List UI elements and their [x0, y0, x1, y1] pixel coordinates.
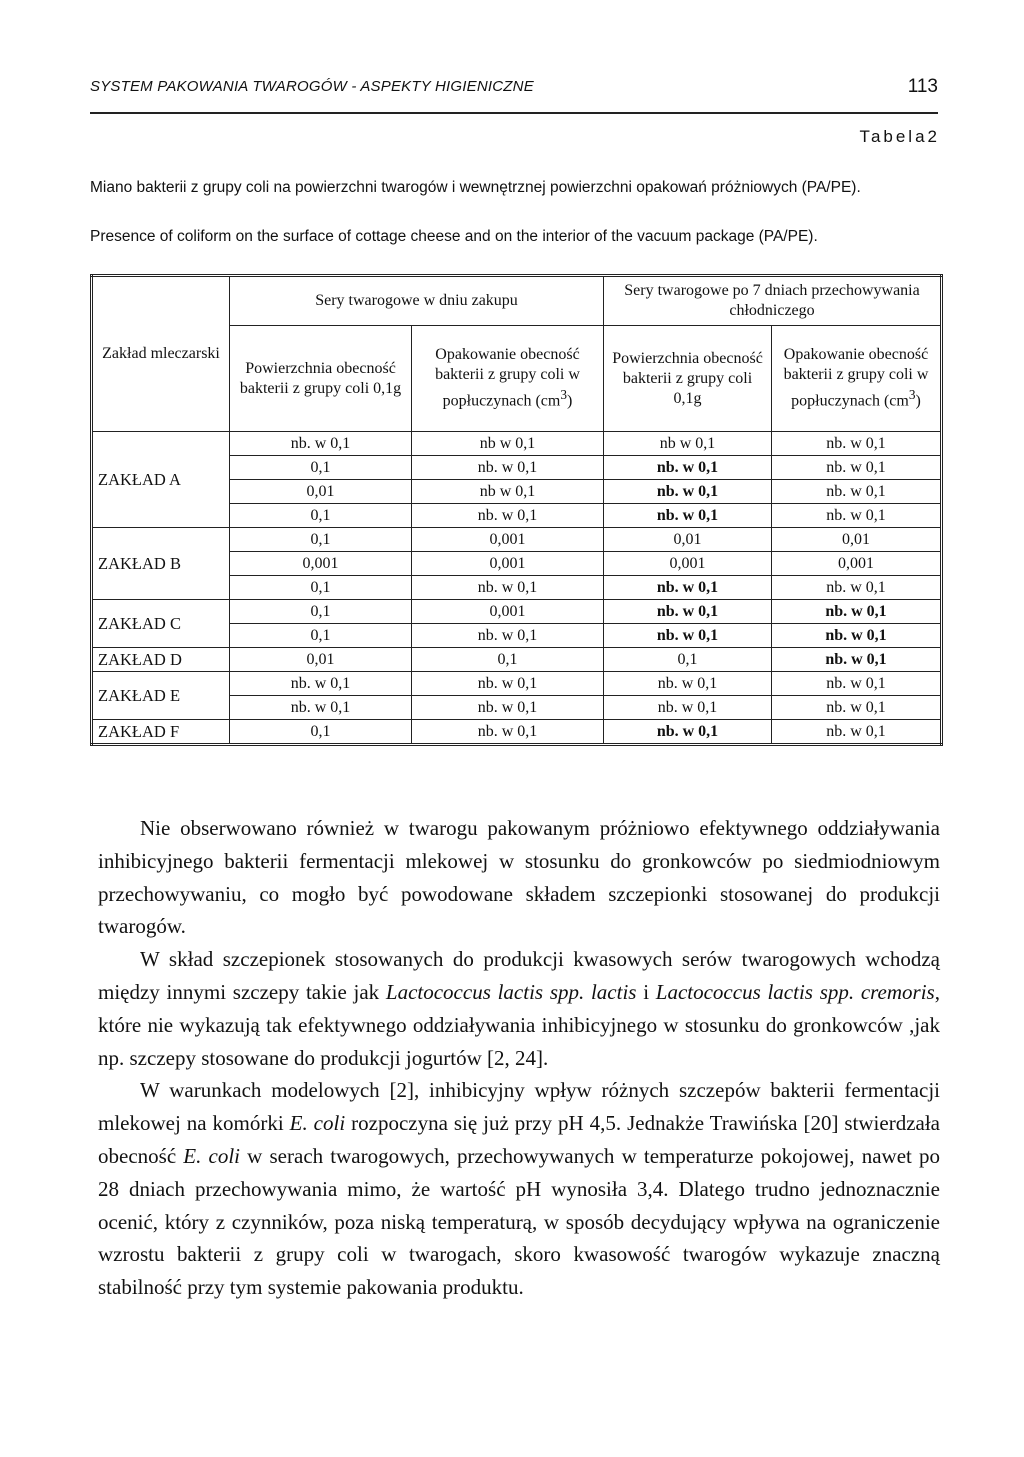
table-label: Tabela2	[859, 127, 940, 146]
coliform-table	[90, 274, 940, 746]
running-title: SYSTEM PAKOWANIA TWAROGÓW - ASPEKTY HIGIENICZNE	[90, 78, 534, 95]
table-cell: nb. w 0,1	[412, 624, 604, 648]
table-cell: nb. w 0,1	[604, 624, 772, 648]
header-surface-1: Powierzchnia obecność bakterii z grupy coli 0,1g	[230, 326, 412, 432]
table-row	[92, 432, 942, 456]
table-caption-english: Presence of coliform on the surface of cottage cheese and on the interior of the vacuum package (PA/PE).	[90, 228, 818, 245]
table-cell: 0,001	[772, 552, 942, 576]
table-cell: nb. w 0,1	[412, 504, 604, 528]
species-name: E. coli	[183, 1143, 241, 1168]
header-package-2: Opakowanie obecność bakterii z grupy coli w popłuczynach $(cm^3)$	[772, 326, 942, 432]
table-cell: 0,01	[772, 528, 942, 552]
table-cell: 0,001	[230, 552, 412, 576]
table-cell: nb. w 0,1	[412, 696, 604, 720]
paragraph-3: W warunkach modelowych [2], inhibicyjny wpływ różnych szczepów bakterii fermentacji mlekowej na komórki E. coli rozpoczyna się już przy pH 4,5. Jednakże Trawińska [20] stwierdzała obecność E. coli w serach twarogowych, przechowywanych w temperaturze pokojowej, nawet po 28 dniach przechowywania mimo, że wartość pH wynosiła 3,4. Dlatego trudno jednoznacznie ocenić, który z czynników, poza niską temperaturą, w sposób decydujący wpływa na ograniczenie wzrostu bakterii z grupy coli w twarogach, skoro kwasowość twarogów wykazuje znaczną stabilność przy tym systemie pakowania produktu.	[98, 1078, 941, 1300]
table-cell: nb. w 0,1	[604, 576, 772, 600]
table-cell: 0,1	[230, 576, 412, 600]
table-cell: 0,1	[230, 528, 412, 552]
header-group-after-7-days: Sery twarogowe po 7 dniach przechowywania chłodniczego	[604, 276, 942, 326]
table-cell: 0,1	[230, 720, 412, 745]
table-cell: nb. w 0,1	[604, 504, 772, 528]
table-cell: nb. w 0,1	[230, 672, 412, 696]
header-plant: Zakład mleczarski	[92, 276, 230, 432]
table-cell: nb. w 0,1	[604, 456, 772, 480]
header-group-purchase-day: Sery twarogowe w dniu zakupu	[230, 276, 604, 326]
table-cell: nb. w 0,1	[772, 624, 942, 648]
table-cell: nb. w 0,1	[772, 480, 942, 504]
header-surface-2: Powierzchnia obecność bakterii z grupy coli 0,1g	[604, 326, 772, 432]
plant-label: ZAKŁAD E	[92, 672, 230, 720]
table-cell: nb. w 0,1	[772, 696, 942, 720]
species-name: Lactococcus lactis spp. lactis	[385, 979, 637, 1004]
table-cell: nb. w 0,1	[604, 600, 772, 624]
table-cell: nb. w 0,1	[230, 432, 412, 456]
paragraph-1: Nie obserwowano również w twarogu pakowanym próżniowo efektywnego oddziaływania inhibicyjnego bakterii fermentacji mlekowej w stosunku do gronkowców po siedmiodniowym przechowywaniu, co mogło być powodowane składem szczepionki stosowanej do produkcji twarogów.	[98, 816, 940, 939]
table-cell: nb. w 0,1	[772, 504, 942, 528]
table-cell: 0,01	[230, 648, 412, 672]
table-cell: nb. w 0,1	[772, 432, 942, 456]
table-row	[92, 528, 942, 552]
table-cell: 0,01	[604, 528, 772, 552]
table-cell: nb. w 0,1	[604, 696, 772, 720]
paragraph-2: W skład szczepionek stosowanych do produkcji kwasowych serów twarogowych wchodzą między innymi szczepy takie jak Lactococcus lactis spp. lactis i Lactococcus lactis spp. cremoris, które nie wykazują tak efektywnego oddziaływania inhibicyjnego w stosunku do gronkowców ,jak np. szczepy stosowane do produkcji jogurtów [2, 24].	[98, 947, 940, 1070]
table-cell: 0,001	[604, 552, 772, 576]
plant-label: ZAKŁAD D	[92, 648, 230, 672]
table-row	[92, 600, 942, 624]
table-cell: 0,001	[412, 600, 604, 624]
header-package-1: Opakowanie obecność bakterii z grupy coli w popłuczynach $(cm^3)$	[412, 326, 604, 432]
table-caption-polish: Miano bakterii z grupy coli na powierzchni twarogów i wewnętrznej powierzchni opakowań próżniowych (PA/PE).	[90, 179, 861, 196]
table-cell: nb. w 0,1	[230, 696, 412, 720]
table-cell: nb. w 0,1	[412, 456, 604, 480]
table-cell: 0,1	[230, 624, 412, 648]
species-name: Lactococcus lactis spp. cremoris	[655, 979, 935, 1004]
table-cell: 0,001	[412, 528, 604, 552]
table-cell: 0,001	[412, 552, 604, 576]
page-header	[90, 76, 938, 114]
table-cell: nb. w 0,1	[772, 672, 942, 696]
table-cell: nb. w 0,1	[412, 672, 604, 696]
table-cell: nb. w 0,1	[772, 600, 942, 624]
table-cell: 0,1	[230, 504, 412, 528]
table-cell: 0,1	[230, 600, 412, 624]
table-cell: 0,1	[604, 648, 772, 672]
table-cell: nb w 0,1	[412, 480, 604, 504]
table-cell: nb. w 0,1	[772, 720, 942, 745]
plant-label: ZAKŁAD A	[92, 432, 230, 528]
table-row	[92, 672, 942, 696]
plant-label: ZAKŁAD B	[92, 528, 230, 600]
table-cell: nb w 0,1	[412, 432, 604, 456]
table-cell: 0,1	[412, 648, 604, 672]
species-name: E. coli	[289, 1111, 346, 1136]
table-cell: nb. w 0,1	[772, 576, 942, 600]
table-cell: nb. w 0,1	[412, 576, 604, 600]
table-cell: nb. w 0,1	[604, 720, 772, 745]
table-row	[92, 720, 942, 745]
table-cell: nb. w 0,1	[604, 672, 772, 696]
body-text	[98, 812, 940, 1304]
table-row	[92, 648, 942, 672]
plant-label: ZAKŁAD C	[92, 600, 230, 648]
table-cell: nb. w 0,1	[412, 720, 604, 745]
table-cell: 0,01	[230, 480, 412, 504]
table-cell: nb. w 0,1	[772, 456, 942, 480]
table-cell: 0,1	[230, 456, 412, 480]
page-number: 113	[907, 76, 938, 97]
table-cell: nb. w 0,1	[604, 480, 772, 504]
plant-label: ZAKŁAD F	[92, 720, 230, 745]
table-cell: nb. w 0,1	[772, 648, 942, 672]
table-cell: nb w 0,1	[604, 432, 772, 456]
